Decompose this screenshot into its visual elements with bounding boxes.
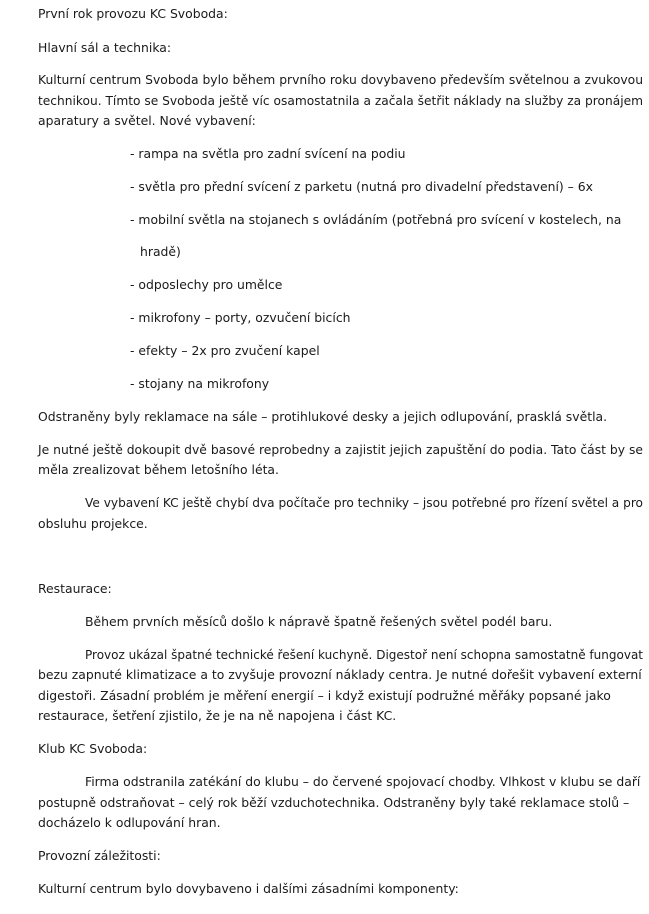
equipment-list-item: - rampa na světla pro zadní svícení na podiu <box>130 146 406 161</box>
hall-removed-paragraph: Odstraněny byly reklamace na sále – protihlukové desky a jejich odlupování, prasklá světla. <box>38 409 608 424</box>
section-heading-hall: Hlavní sál a technika: <box>38 40 172 55</box>
hall-pc-line-2: obsluhu projekce. <box>38 516 148 531</box>
equipment-list-item: - odposlechy pro umělce <box>130 277 283 292</box>
document-title: První rok provozu KC Svoboda: <box>38 6 228 21</box>
equipment-list-item: - mikrofony – porty, ozvučení bicích <box>130 310 351 325</box>
club-p1-line-2: postupně odstraňovat – celý rok běží vzduchotechnika. Odstraněny byly také reklamace stolů – <box>38 795 630 810</box>
hall-intro-line-1: Kulturní centrum Svoboda bylo během prvního roku dovybaveno především světelnou a zvukovou <box>38 72 644 87</box>
restaurant-p2-line-3: digestoři. Zásadní problém je měření energií – i když existují podružné měřáky popsané jako <box>38 688 611 703</box>
hall-pc-line-1: Ve vybavení KC ještě chybí dva počítače pro techniky – jsou potřebné pro řízení světel a pro <box>85 495 643 510</box>
hall-intro-line-2: technikou. Tímto se Svoboda ještě víc osamostatnila a začala šetřit náklady na služby za pronájem <box>38 93 644 108</box>
hall-buy-line-1: Je nutné ještě dokoupit dvě basové reprobedny a zajistit jejich zapuštění do podia. Tato část by se <box>38 442 643 457</box>
section-heading-restaurant: Restaurace: <box>38 581 112 596</box>
equipment-list-item: - mobilní světla na stojanech s ovládáním (potřebná pro svícení v kostelech, na <box>130 212 622 227</box>
club-p1-line-1: Firma odstranila zatékání do klubu – do červené spojovací chodby. Vlhkost v klubu se daří <box>85 774 641 789</box>
section-heading-operations: Provozní záležitosti: <box>38 848 161 863</box>
club-p1-line-3: docházelo k odlupování hran. <box>38 815 221 830</box>
equipment-list-item-continuation: hradě) <box>140 244 181 259</box>
section-heading-club: Klub KC Svoboda: <box>38 741 148 756</box>
restaurant-p2-line-1: Provoz ukázal špatné technické řešení kuchyně. Digestoř není schopna samostatně fungovat <box>85 647 644 662</box>
equipment-list-item: - stojany na mikrofony <box>130 376 270 391</box>
equipment-list-item: - efekty – 2x pro zvučení kapel <box>130 343 320 358</box>
restaurant-paragraph-1: Během prvních měsíců došlo k nápravě špatně řešených světel podél baru. <box>85 614 553 629</box>
hall-intro-line-3: aparatury a světel. Nové vybavení: <box>38 113 256 128</box>
restaurant-p2-line-4: restaurace, šetření zjistilo, že je na ně napojena i část KC. <box>38 708 397 723</box>
equipment-list-item: - světla pro přední svícení z parketu (nutná pro divadelní představení) – 6x <box>130 179 594 194</box>
operations-paragraph-1: Kulturní centrum bylo dovybaveno i dalšími zásadními komponenty: <box>38 881 459 896</box>
hall-buy-line-2: měla zrealizovat během letošního léta. <box>38 462 279 477</box>
restaurant-p2-line-2: bezu zapnuté klimatizace a to zvyšuje provozní náklady centra. Je nutné dořešit vybavení externí <box>38 667 642 682</box>
